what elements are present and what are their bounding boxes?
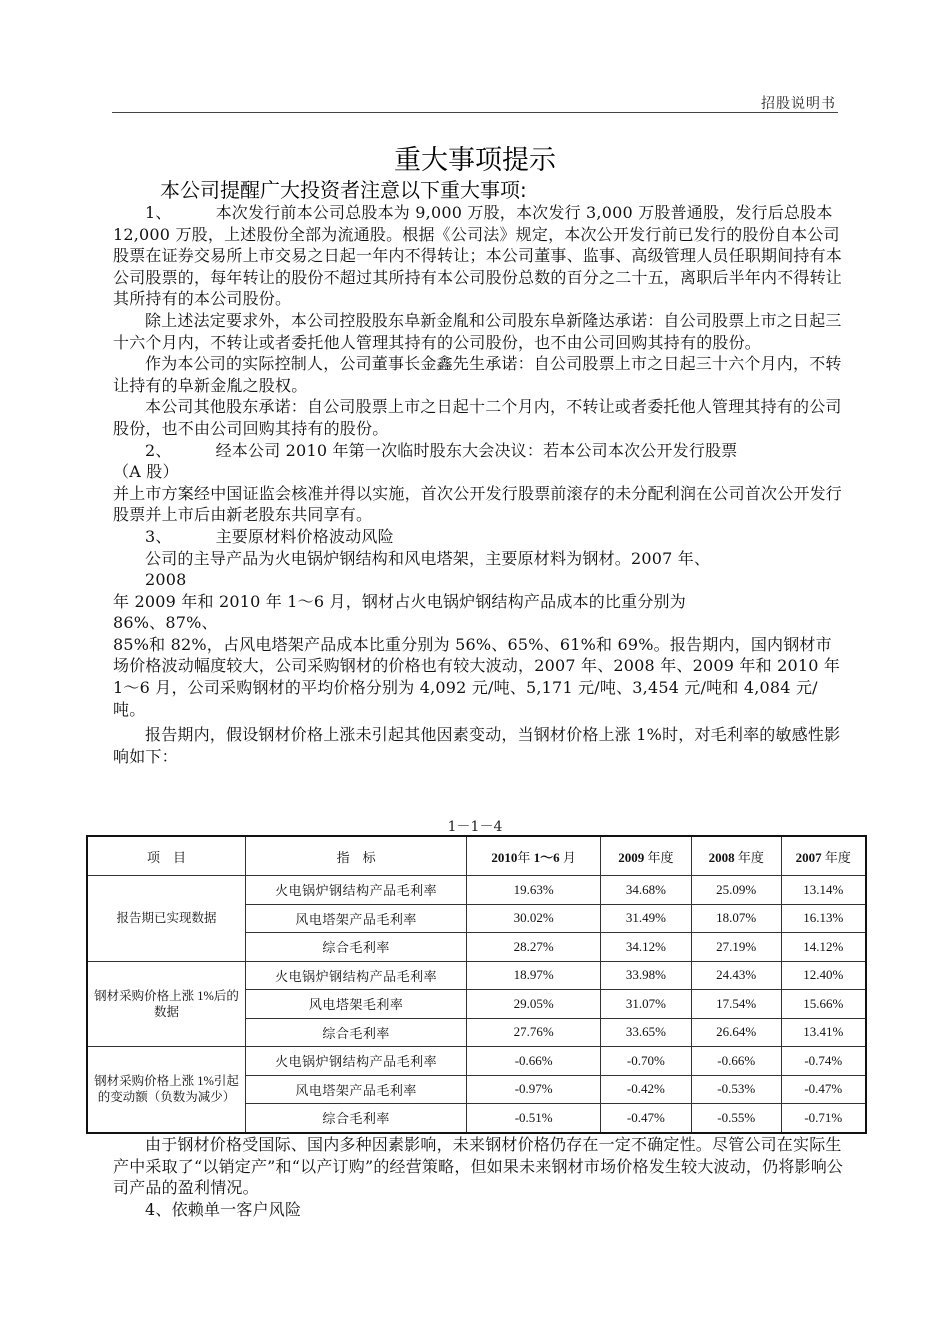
document-type-header: 招股说明书 bbox=[761, 96, 836, 112]
value-cell: -0.53% bbox=[691, 1075, 781, 1104]
item-3-line-1: 公司的主导产品为火电锅炉钢结构和风电塔架，主要原材料为钢材。2007 年、 bbox=[145, 548, 711, 568]
item-3-line-2: 2008 bbox=[145, 570, 187, 590]
value-cell: 34.12% bbox=[600, 933, 691, 962]
body-text bbox=[113, 202, 845, 767]
header-rule bbox=[112, 112, 838, 113]
metric-label: 综合毛利率 bbox=[246, 933, 467, 962]
value-cell: 16.13% bbox=[781, 904, 866, 933]
item-1-number: 1、 bbox=[145, 203, 172, 222]
value-cell: 24.43% bbox=[691, 961, 781, 990]
value-cell: 25.09% bbox=[691, 876, 781, 905]
sensitivity-intro: 报告期内，假设钢材价格上涨未引起其他因素变动，当钢材价格上涨 1%时，对毛利率的敏感性影响如下： bbox=[113, 725, 841, 766]
value-cell: 28.27% bbox=[467, 933, 601, 962]
item-2-line-2: （A 股） bbox=[113, 462, 179, 482]
group-label: 钢材采购价格上涨 1%后的数据 bbox=[87, 961, 246, 1047]
item-3-title: 主要原材料价格波动风险 bbox=[215, 526, 394, 546]
table-row bbox=[87, 876, 866, 905]
value-cell: -0.55% bbox=[691, 1104, 781, 1133]
group-label: 报告期已实现数据 bbox=[87, 876, 246, 962]
metric-label: 综合毛利率 bbox=[246, 1018, 467, 1047]
sensitivity-table bbox=[86, 835, 867, 1134]
value-cell: 13.41% bbox=[781, 1018, 866, 1047]
post-table-text bbox=[113, 1134, 845, 1220]
item-4-heading: 4、依赖单一客户风险 bbox=[145, 1199, 302, 1219]
value-cell: -0.47% bbox=[600, 1104, 691, 1133]
value-cell: -0.47% bbox=[781, 1075, 866, 1104]
item-2-text: 经本公司 2010 年第一次临时股东大会决议：若本公司本次公开发行股票 bbox=[215, 440, 738, 460]
value-cell: 34.68% bbox=[600, 876, 691, 905]
item-2-number: 2、 bbox=[145, 440, 172, 460]
value-cell: 29.05% bbox=[467, 990, 601, 1019]
value-cell: 26.64% bbox=[691, 1018, 781, 1047]
item-3-rest: 85%和 82%，占风电塔架产品成本比重分别为 56%、65%、61%和 69%。报告期内，国内钢材市场价格波动幅度较大，公司采购钢材的价格也有较大波动，2007 年、2008 年、2009 年和 2010 年 1～6 月，公司采购钢材的平均价格分别为 4,092 元/吨、5,171 元/吨、3,454 元/吨和 4,084 元/吨。 bbox=[113, 634, 841, 719]
value-cell: 33.98% bbox=[600, 961, 691, 990]
value-cell: 30.02% bbox=[467, 904, 601, 933]
value-cell: 27.76% bbox=[467, 1018, 601, 1047]
header-item: 项 目 bbox=[87, 836, 246, 876]
header-2008: 2008 年度 bbox=[691, 836, 781, 876]
controlling-shareholder-paragraph: 除上述法定要求外，本公司控股股东阜新金胤和公司股东阜新隆达承诺：自公司股票上市之日起三十六个月内，不转让或者委托他人管理其持有的公司股份，也不由公司回购其持有的股份。 bbox=[113, 310, 842, 352]
header-2007: 2007 年度 bbox=[781, 836, 866, 876]
item-3-line-3: 年 2009 年和 2010 年 1～6 月，钢材占火电锅炉钢结构产品成本的比重分别为 bbox=[113, 591, 686, 611]
metric-label: 风电塔架产品毛利率 bbox=[246, 1075, 467, 1104]
value-cell: -0.66% bbox=[691, 1047, 781, 1076]
metric-label: 风电塔架毛利率 bbox=[246, 990, 467, 1019]
value-cell: 19.63% bbox=[467, 876, 601, 905]
item-1-text: 本次发行前本公司总股本为 9,000 万股，本次发行 3,000 万股普通股，发行后总股本 12,000 万股，上述股份全部为流通股。根据《公司法》规定，本次公开发行前已发行的股份自本公司股票在证券交易所上市交易之日起一年内不得转让；本公司董事、监事、高级管理人员任职期间持有本公司股票的，每年转让的股份不超过其所持有本公司股份总数的百分之二十五，离职后半年内不得转让其所持有的本公司股份。 bbox=[113, 203, 843, 309]
header-2009: 2009 年度 bbox=[600, 836, 691, 876]
value-cell: -0.51% bbox=[467, 1104, 601, 1133]
value-cell: -0.71% bbox=[781, 1104, 866, 1133]
value-cell: 17.54% bbox=[691, 990, 781, 1019]
metric-label: 综合毛利率 bbox=[246, 1104, 467, 1133]
metric-label: 风电塔架产品毛利率 bbox=[246, 904, 467, 933]
item-3-line-4: 86%、87%、 bbox=[113, 613, 218, 633]
value-cell: -0.66% bbox=[467, 1047, 601, 1076]
value-cell: -0.42% bbox=[600, 1075, 691, 1104]
group-label: 钢材采购价格上涨 1%引起的变动额（负数为减少） bbox=[87, 1047, 246, 1133]
page-number: 1－1－4 bbox=[447, 819, 503, 835]
value-cell: -0.97% bbox=[467, 1075, 601, 1104]
metric-label: 火电锅炉钢结构产品毛利率 bbox=[246, 1047, 467, 1076]
table-row bbox=[87, 1047, 866, 1076]
value-cell: 33.65% bbox=[600, 1018, 691, 1047]
value-cell: 13.14% bbox=[781, 876, 866, 905]
table-header-row bbox=[87, 836, 866, 876]
value-cell: -0.74% bbox=[781, 1047, 866, 1076]
other-shareholders-paragraph: 本公司其他股东承诺：自公司股票上市之日起十二个月内，不转让或者委托他人管理其持有的公司股份，也不由公司回购其持有的股份。 bbox=[113, 397, 842, 438]
value-cell: 15.66% bbox=[781, 990, 866, 1019]
item-1-paragraph bbox=[113, 202, 845, 310]
uncertainty-paragraph: 由于钢材价格受国际、国内多种因素影响，未来钢材价格仍存在一定不确定性。尽管公司在实际生产中采取了“以销定产”和“以产订购”的经营策略，但如果未来钢材市场价格发生较大波动，仍将影响公司产品的盈利情况。 bbox=[113, 1135, 844, 1198]
value-cell: 31.07% bbox=[600, 990, 691, 1019]
table-row bbox=[87, 961, 866, 990]
header-2010h1: 2010年 1～6 月 bbox=[467, 836, 601, 876]
value-cell: 31.49% bbox=[600, 904, 691, 933]
actual-controller-paragraph: 作为本公司的实际控制人，公司董事长金鑫先生承诺：自公司股票上市之日起三十六个月内，不转让持有的阜新金胤之股权。 bbox=[113, 354, 842, 395]
item-2-line bbox=[113, 440, 845, 462]
value-cell: 27.19% bbox=[691, 933, 781, 962]
metric-label: 火电锅炉钢结构产品毛利率 bbox=[246, 876, 467, 905]
item-3-heading bbox=[113, 526, 845, 548]
value-cell: 18.97% bbox=[467, 961, 601, 990]
metric-label: 火电锅炉钢结构产品毛利率 bbox=[246, 961, 467, 990]
value-cell: -0.70% bbox=[600, 1047, 691, 1076]
header-metric: 指 标 bbox=[246, 836, 467, 876]
value-cell: 14.12% bbox=[781, 933, 866, 962]
item-3-number: 3、 bbox=[145, 526, 172, 546]
page-subtitle: 本公司提醒广大投资者注意以下重大事项: bbox=[160, 178, 527, 202]
value-cell: 12.40% bbox=[781, 961, 866, 990]
page-title: 重大事项提示 bbox=[394, 145, 556, 176]
item-2-rest: 并上市方案经中国证监会核准并得以实施，首次公开发行股票前滚存的未分配利润在公司首次公开发行股票并上市后由新老股东共同享有。 bbox=[113, 483, 843, 525]
value-cell: 18.07% bbox=[691, 904, 781, 933]
